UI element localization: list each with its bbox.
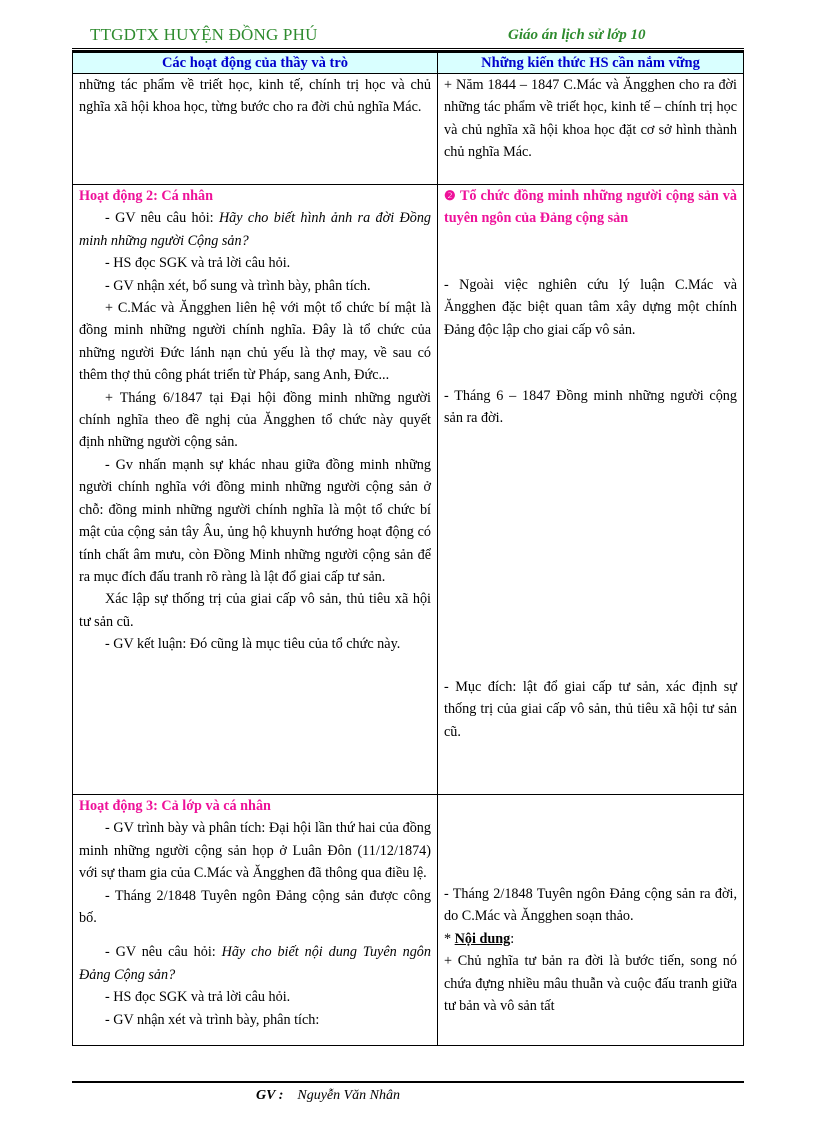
row3-knowledge (438, 795, 744, 1046)
row2-knowledge (438, 185, 744, 795)
row3-activities (73, 795, 438, 1046)
activity-2-title: Hoạt động 2: Cá nhân (79, 188, 214, 204)
lesson-table (72, 52, 744, 1046)
header-rule (72, 48, 744, 49)
footer-gv-label: GV : (256, 1088, 284, 1103)
bullet-two-icon: ❷ (444, 188, 457, 203)
col-header-knowledge: Những kiến thức HS cần nắm vững (438, 53, 744, 74)
row1-knowledge (438, 74, 744, 185)
table-row (73, 185, 744, 795)
row3-para-2: - Tháng 2/1848 Tuyên ngôn Đảng cộng sản được công bố. (79, 887, 431, 927)
footer-rule (72, 1081, 744, 1083)
row2-right-para-2: - Tháng 6 – 1847 Đồng minh những người cộng sản ra đời. (444, 388, 737, 427)
row2-para-1: - HS đọc SGK và trả lời câu hỏi. (105, 255, 291, 272)
row3-content-heading: * Nội dung: (444, 930, 515, 947)
footer-teacher (256, 1088, 400, 1104)
header-center-name: TTGDTX HUYỆN ĐỒNG PHÚ (90, 25, 318, 44)
section-2-title: ❷ Tổ chức đồng minh những người cộng sản và tuyên ngôn của Đảng cộng sản (444, 188, 737, 227)
row3-para-4: - GV nhận xét và trình bày, phân tích: (105, 1011, 320, 1028)
row2-right-para-3: - Mục đích: lật đổ giai cấp tư sản, xác định sự thống trị của giai cấp vô sản, thủ tiêu xã hội tư sản cũ. (444, 678, 737, 740)
row2-para-3: + C.Mác và Ăngghen liên hệ với một tổ chức bí mật là đồng minh những người chính nghĩa. Đây là tổ chức của những người Đức lánh nạn chủ yếu là thợ may, về sau có thêm thợ thủ công phát triển từ Pháp, sang Anh, Đức... (79, 300, 431, 384)
row2-para-4: + Tháng 6/1847 tại Đại hội đồng minh những người chính nghĩa theo đề nghị của Ăngghen tổ chức này quyết định những người cộng sản. (79, 389, 431, 451)
row2-para-5: - Gv nhấn mạnh sự khác nhau giữa đồng minh những người chính nghĩa với đồng minh những người cộng sản ở chỗ: đồng minh những người chính nghĩa là một tổ chức bí mật của cộng sản tây Âu, ủng hộ khuynh hướng hoạt động có tính chất âm mưu, còn Đồng Minh những người cộng sản để ra mục đích đấu tranh rõ ràng là lật đổ giai cấp tư sản. (79, 456, 431, 585)
col-header-activities: Các hoạt động của thầy và trò (73, 53, 438, 74)
table-header-row (73, 53, 744, 74)
table-row (73, 795, 744, 1046)
row2-right-para-1: - Ngoài việc nghiên cứu lý luận C.Mác và Ăngghen đặc biệt quan tâm xây dựng một chính Đảng độc lập cho giai cấp vô sản. (444, 276, 737, 338)
table-row (73, 74, 744, 185)
row2-para-6: Xác lập sự thống trị của giai cấp vô sản, thủ tiêu xã hội tư sản cũ. (79, 591, 431, 630)
row1-activities (73, 74, 438, 185)
row2-activities (73, 185, 438, 795)
row3-right-para-1: - Tháng 2/1848 Tuyên ngôn Đảng cộng sản ra đời, do C.Mác và Ăngghen soạn thảo. (444, 886, 737, 925)
row2-question: - GV nêu câu hỏi: Hãy cho biết hình ảnh ra đời Đồng minh những người Cộng sản? (79, 210, 432, 249)
row3-para-1: - GV trình bày và phân tích: Đại hội lần thứ hai của đồng minh những người cộng sản họp ở Luân Đôn (11/12/1874) với sự tham gia của C.Mác và Ăngghen đã thông qua điều lệ. (79, 820, 431, 882)
row1-right-text: + Năm 1844 – 1847 C.Mác và Ăngghen cho ra đời những tác phẩm về triết học, kinh tế – chính trị học và chủ nghĩa xã hội khoa học đặt cơ sở hình thành chủ nghĩa Mác. (444, 77, 737, 161)
row2-para-7: - GV kết luận: Đó cũng là mục tiêu của tổ chức này. (105, 636, 401, 653)
row1-left-text: những tác phẩm về triết học, kinh tế, chính trị học và chủ nghĩa xã hội khoa học, từng bước cho ra đời chủ nghĩa Mác. (79, 77, 431, 116)
footer-teacher-name: Nguyễn Văn Nhân (297, 1088, 401, 1103)
row2-para-2: - GV nhận xét, bổ sung và trình bày, phân tích. (105, 277, 371, 294)
header-lesson-title: Giáo án lịch sử lớp 10 (508, 27, 646, 43)
row3-question: - GV nêu câu hỏi: Hãy cho biết nội dung Tuyên ngôn Đảng Cộng sản? (79, 944, 431, 983)
row3-right-para-3: + Chủ nghĩa tư bản ra đời là bước tiến, song nó chứa đựng nhiều mâu thuẫn và cuộc đấu tranh giữa tư bản và vô sản tất (444, 953, 737, 1015)
row3-para-3: - HS đọc SGK và trả lời câu hỏi. (105, 989, 291, 1006)
activity-3-title: Hoạt động 3: Cả lớp và cá nhân (79, 798, 271, 814)
